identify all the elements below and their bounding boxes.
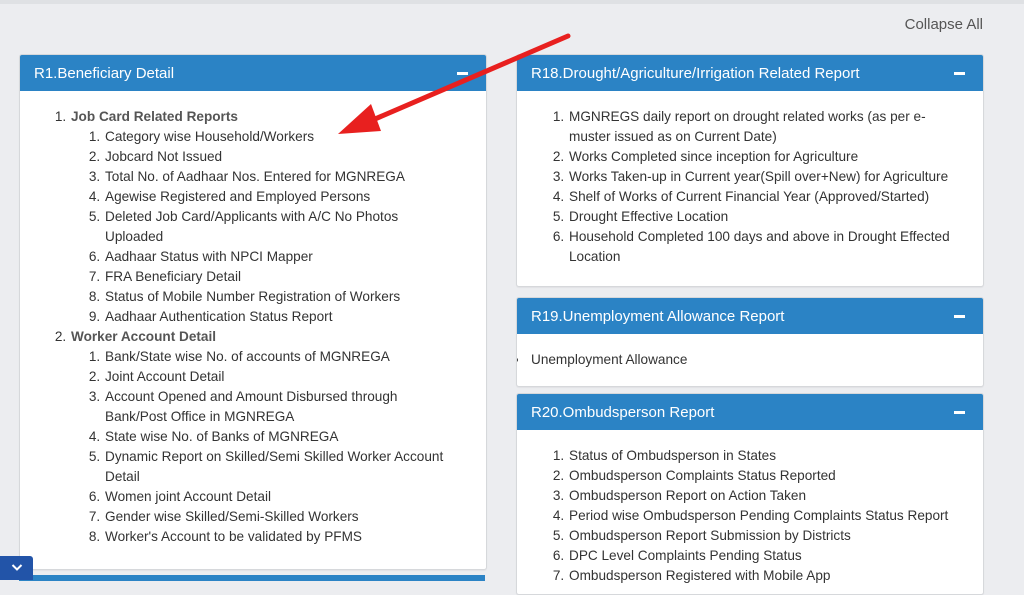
list-item[interactable]: 1. Bank/State wise No. of accounts of MGNREGA [104, 347, 486, 367]
list-item[interactable]: 3. Account Opened and Amount Disbursed through Bank/Post Office in MGNREGA [104, 387, 486, 427]
panel-r1-title: R1.Beneficiary Detail [34, 64, 175, 82]
list-item[interactable]: 2. Jobcard Not Issued [104, 147, 486, 167]
list-item[interactable]: 3. Works Taken-up in Current year(Spill over+New) for Agriculture [568, 167, 983, 187]
list-item[interactable]: 6. DPC Level Complaints Pending Status [568, 546, 983, 566]
list-item[interactable]: 6. Women joint Account Detail [104, 487, 486, 507]
list-item[interactable]: 5. Deleted Job Card/Applicants with A/C No Photos Uploaded [104, 207, 486, 247]
collapse-all-link[interactable]: Collapse All [904, 16, 983, 33]
panel-r19-title: R19.Unemployment Allowance Report [531, 307, 785, 325]
list-item[interactable]: 2. Ombudsperson Complaints Status Reported [568, 466, 983, 486]
list-item[interactable]: 5. Dynamic Report on Skilled/Semi Skilled Worker Account Detail [104, 447, 486, 487]
list-item[interactable]: 2. Joint Account Detail [104, 367, 486, 387]
list-item[interactable]: 4. Agewise Registered and Employed Persons [104, 187, 486, 207]
list-item[interactable]: • Unemployment Allowance [529, 350, 983, 370]
list-item[interactable]: 4. Shelf of Works of Current Financial Year (Approved/Started) [568, 187, 983, 207]
list-item[interactable]: 2. Works Completed since inception for Agriculture [568, 147, 983, 167]
r1-section-heading[interactable]: Worker Account Detail [71, 329, 217, 344]
list-item[interactable]: 3. Ombudsperson Report on Action Taken [568, 486, 983, 506]
list-item[interactable]: 1. MGNREGS daily report on drought related works (as per e-muster issued as on Current Date) [568, 107, 983, 147]
list-item[interactable]: 3. Total No. of Aadhaar Nos. Entered for MGNREGA [104, 167, 486, 187]
panel-r20-title: R20.Ombudsperson Report [531, 403, 715, 421]
list-item[interactable]: 6. Household Completed 100 days and above in Drought Effected Location [568, 227, 983, 267]
list-item[interactable]: 1. Category wise Household/Workers [104, 127, 486, 147]
list-item[interactable]: 8. Status of Mobile Number Registration of Workers [104, 287, 486, 307]
list-item[interactable]: 7. Gender wise Skilled/Semi-Skilled Workers [104, 507, 486, 527]
list-item[interactable]: 4. State wise No. of Banks of MGNREGA [104, 427, 486, 447]
list-item[interactable]: 1. Status of Ombudsperson in States [568, 446, 983, 466]
list-item[interactable]: 5. Drought Effective Location [568, 207, 983, 227]
panel-r18-title: R18.Drought/Agriculture/Irrigation Related Report [531, 64, 860, 82]
list-item[interactable]: 9. Aadhaar Authentication Status Report [104, 307, 486, 327]
list-item[interactable]: 8. Worker's Account to be validated by PFMS [104, 527, 486, 547]
r1-section-heading[interactable]: Job Card Related Reports [71, 109, 238, 124]
list-item[interactable]: 4. Period wise Ombudsperson Pending Complaints Status Report [568, 506, 983, 526]
list-item[interactable]: 7. FRA Beneficiary Detail [104, 267, 486, 287]
list-item[interactable]: 7. Ombudsperson Registered with Mobile App [568, 566, 983, 586]
list-item[interactable]: 5. Ombudsperson Report Submission by Districts [568, 526, 983, 546]
list-item[interactable]: 6. Aadhaar Status with NPCI Mapper [104, 247, 486, 267]
